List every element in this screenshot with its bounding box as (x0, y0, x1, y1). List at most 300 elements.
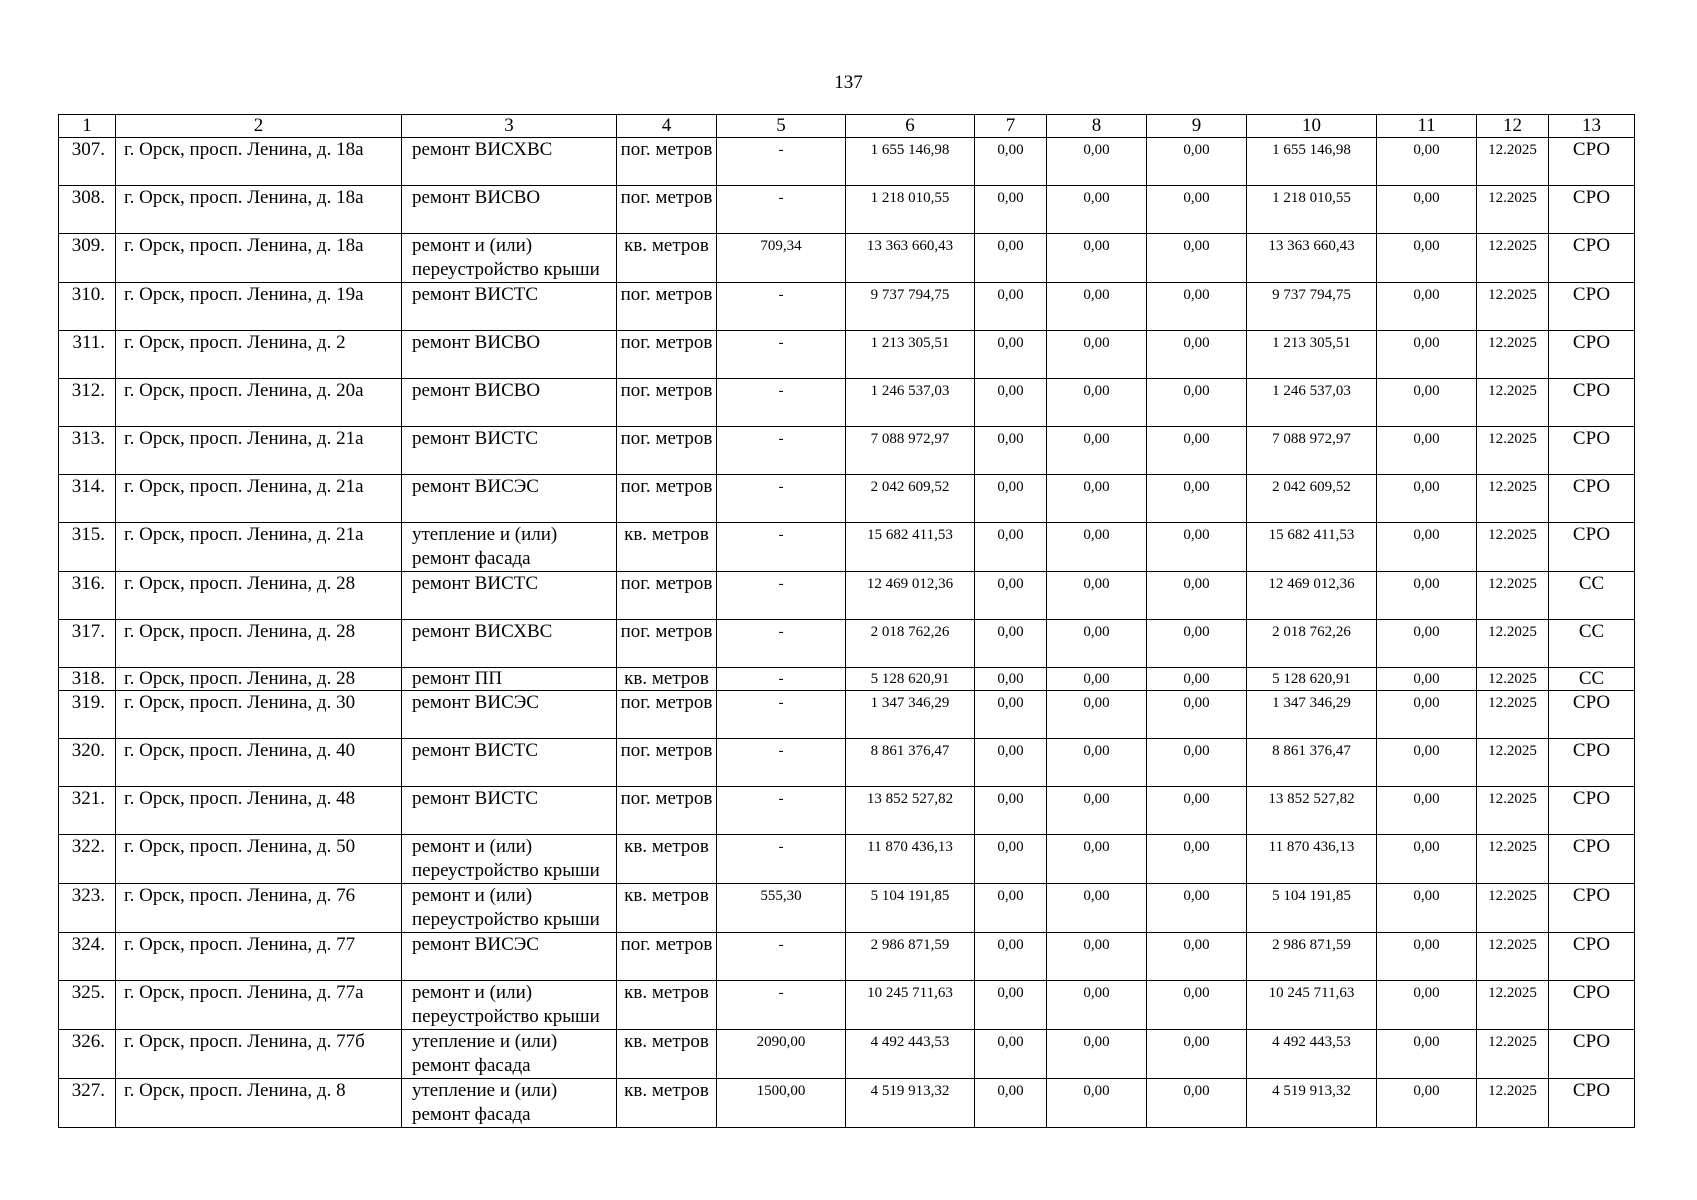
fund-cell-9: 0,00 (1147, 835, 1247, 884)
deadline-cell: 12.2025 (1477, 1030, 1549, 1079)
fund-cell-9: 0,00 (1147, 981, 1247, 1030)
fund-cell-8: 0,00 (1047, 884, 1147, 933)
fund-cell-9: 0,00 (1147, 884, 1247, 933)
fund-cell-9: 0,00 (1147, 739, 1247, 787)
unit-cell: пог. метров (617, 787, 717, 835)
total-cost-cell: 2 018 762,26 (846, 620, 975, 668)
unit-cell: пог. метров (617, 572, 717, 620)
fund-cell-10: 13 363 660,43 (1247, 234, 1377, 283)
deadline-cell: 12.2025 (1477, 739, 1549, 787)
fund-cell-10: 12 469 012,36 (1247, 572, 1377, 620)
table-row (59, 234, 1635, 283)
work-type-cell: утепление и (или) ремонт фасада (402, 1079, 617, 1128)
fund-cell-11: 0,00 (1377, 283, 1477, 331)
unit-cell: пог. метров (617, 427, 717, 475)
row-number: 313. (59, 427, 116, 475)
total-cost-cell: 2 042 609,52 (846, 475, 975, 523)
address-cell: г. Орск, просп. Ленина, д. 20а (116, 379, 402, 427)
fund-method-cell: СРО (1549, 1079, 1635, 1128)
fund-cell-11: 0,00 (1377, 1030, 1477, 1079)
table-row (59, 620, 1635, 668)
unit-cell: пог. метров (617, 475, 717, 523)
area-cell: - (717, 691, 846, 739)
fund-cell-9: 0,00 (1147, 138, 1247, 186)
address-cell: г. Орск, просп. Ленина, д. 28 (116, 620, 402, 668)
fund-cell-7: 0,00 (975, 427, 1047, 475)
table-row (59, 331, 1635, 379)
fund-cell-9: 0,00 (1147, 186, 1247, 234)
fund-cell-7: 0,00 (975, 668, 1047, 691)
fund-cell-8: 0,00 (1047, 186, 1147, 234)
fund-method-cell: СРО (1549, 234, 1635, 283)
unit-cell: пог. метров (617, 379, 717, 427)
area-cell: - (717, 620, 846, 668)
page-number: 137 (834, 72, 863, 93)
fund-cell-11: 0,00 (1377, 620, 1477, 668)
total-cost-cell: 1 347 346,29 (846, 691, 975, 739)
row-number: 320. (59, 739, 116, 787)
row-number: 315. (59, 523, 116, 572)
fund-cell-8: 0,00 (1047, 379, 1147, 427)
work-type-cell: ремонт ВИСХВС (402, 138, 617, 186)
area-cell: - (717, 379, 846, 427)
row-number: 325. (59, 981, 116, 1030)
column-number-3: 3 (402, 115, 617, 138)
row-number: 319. (59, 691, 116, 739)
fund-cell-9: 0,00 (1147, 572, 1247, 620)
fund-method-cell: СРО (1549, 427, 1635, 475)
fund-cell-8: 0,00 (1047, 787, 1147, 835)
fund-cell-7: 0,00 (975, 138, 1047, 186)
work-type-cell: ремонт и (или) переустройство крыши (402, 234, 617, 283)
fund-cell-9: 0,00 (1147, 1079, 1247, 1128)
fund-cell-10: 1 246 537,03 (1247, 379, 1377, 427)
column-number-11: 11 (1377, 115, 1477, 138)
fund-method-cell: СРО (1549, 739, 1635, 787)
total-cost-cell: 4 519 913,32 (846, 1079, 975, 1128)
fund-cell-11: 0,00 (1377, 427, 1477, 475)
fund-cell-11: 0,00 (1377, 933, 1477, 981)
fund-method-cell: СС (1549, 668, 1635, 691)
fund-cell-10: 2 018 762,26 (1247, 620, 1377, 668)
row-number: 318. (59, 668, 116, 691)
unit-cell: пог. метров (617, 138, 717, 186)
deadline-cell: 12.2025 (1477, 787, 1549, 835)
fund-cell-10: 2 042 609,52 (1247, 475, 1377, 523)
fund-cell-7: 0,00 (975, 379, 1047, 427)
table-row (59, 427, 1635, 475)
fund-cell-10: 10 245 711,63 (1247, 981, 1377, 1030)
table-row (59, 283, 1635, 331)
unit-cell: кв. метров (617, 234, 717, 283)
area-cell: - (717, 787, 846, 835)
work-type-cell: ремонт ВИСТС (402, 427, 617, 475)
unit-cell: пог. метров (617, 186, 717, 234)
address-cell: г. Орск, просп. Ленина, д. 18а (116, 186, 402, 234)
total-cost-cell: 10 245 711,63 (846, 981, 975, 1030)
fund-cell-11: 0,00 (1377, 668, 1477, 691)
fund-cell-10: 5 104 191,85 (1247, 884, 1377, 933)
area-cell: - (717, 739, 846, 787)
deadline-cell: 12.2025 (1477, 427, 1549, 475)
address-cell: г. Орск, просп. Ленина, д. 50 (116, 835, 402, 884)
row-number: 324. (59, 933, 116, 981)
deadline-cell: 12.2025 (1477, 138, 1549, 186)
fund-cell-9: 0,00 (1147, 620, 1247, 668)
fund-method-cell: СС (1549, 572, 1635, 620)
fund-method-cell: СРО (1549, 691, 1635, 739)
fund-cell-7: 0,00 (975, 283, 1047, 331)
fund-cell-9: 0,00 (1147, 691, 1247, 739)
row-number: 323. (59, 884, 116, 933)
unit-cell: пог. метров (617, 331, 717, 379)
work-type-cell: ремонт ВИСТС (402, 739, 617, 787)
unit-cell: пог. метров (617, 933, 717, 981)
row-number: 327. (59, 1079, 116, 1128)
column-number-9: 9 (1147, 115, 1247, 138)
row-number: 309. (59, 234, 116, 283)
work-type-cell: ремонт ВИСЭС (402, 691, 617, 739)
fund-cell-7: 0,00 (975, 739, 1047, 787)
table-row (59, 668, 1635, 691)
fund-cell-9: 0,00 (1147, 668, 1247, 691)
fund-cell-10: 1 213 305,51 (1247, 331, 1377, 379)
address-cell: г. Орск, просп. Ленина, д. 21а (116, 427, 402, 475)
column-number-4: 4 (617, 115, 717, 138)
column-number-6: 6 (846, 115, 975, 138)
fund-cell-7: 0,00 (975, 691, 1047, 739)
fund-cell-8: 0,00 (1047, 427, 1147, 475)
fund-cell-7: 0,00 (975, 1079, 1047, 1128)
fund-method-cell: СРО (1549, 933, 1635, 981)
work-type-cell: ремонт и (или) переустройство крыши (402, 835, 617, 884)
fund-cell-7: 0,00 (975, 331, 1047, 379)
fund-cell-9: 0,00 (1147, 475, 1247, 523)
fund-cell-8: 0,00 (1047, 620, 1147, 668)
deadline-cell: 12.2025 (1477, 379, 1549, 427)
unit-cell: кв. метров (617, 523, 717, 572)
total-cost-cell: 11 870 436,13 (846, 835, 975, 884)
address-cell: г. Орск, просп. Ленина, д. 28 (116, 572, 402, 620)
total-cost-cell: 9 737 794,75 (846, 283, 975, 331)
unit-cell: пог. метров (617, 283, 717, 331)
area-cell: - (717, 475, 846, 523)
fund-cell-10: 15 682 411,53 (1247, 523, 1377, 572)
deadline-cell: 12.2025 (1477, 1079, 1549, 1128)
area-cell: - (717, 331, 846, 379)
total-cost-cell: 1 655 146,98 (846, 138, 975, 186)
fund-cell-8: 0,00 (1047, 739, 1147, 787)
total-cost-cell: 5 104 191,85 (846, 884, 975, 933)
column-number-1: 1 (59, 115, 116, 138)
table-row (59, 787, 1635, 835)
fund-cell-11: 0,00 (1377, 138, 1477, 186)
work-type-cell: ремонт ПП (402, 668, 617, 691)
fund-cell-9: 0,00 (1147, 427, 1247, 475)
table-row (59, 138, 1635, 186)
work-type-cell: ремонт ВИСТС (402, 283, 617, 331)
area-cell: - (717, 933, 846, 981)
total-cost-cell: 13 852 527,82 (846, 787, 975, 835)
fund-cell-9: 0,00 (1147, 1030, 1247, 1079)
fund-cell-10: 9 737 794,75 (1247, 283, 1377, 331)
fund-method-cell: СРО (1549, 379, 1635, 427)
row-number: 310. (59, 283, 116, 331)
fund-cell-8: 0,00 (1047, 234, 1147, 283)
area-cell: - (717, 572, 846, 620)
area-cell: - (717, 138, 846, 186)
area-cell: 555,30 (717, 884, 846, 933)
unit-cell: пог. метров (617, 620, 717, 668)
area-cell: - (717, 283, 846, 331)
fund-cell-11: 0,00 (1377, 835, 1477, 884)
unit-cell: кв. метров (617, 1079, 717, 1128)
fund-cell-7: 0,00 (975, 835, 1047, 884)
area-cell: 1500,00 (717, 1079, 846, 1128)
deadline-cell: 12.2025 (1477, 691, 1549, 739)
unit-cell: кв. метров (617, 668, 717, 691)
table-body (59, 138, 1635, 1128)
column-number-8: 8 (1047, 115, 1147, 138)
deadline-cell: 12.2025 (1477, 475, 1549, 523)
fund-cell-10: 1 218 010,55 (1247, 186, 1377, 234)
total-cost-cell: 2 986 871,59 (846, 933, 975, 981)
address-cell: г. Орск, просп. Ленина, д. 21а (116, 523, 402, 572)
deadline-cell: 12.2025 (1477, 933, 1549, 981)
address-cell: г. Орск, просп. Ленина, д. 77 (116, 933, 402, 981)
total-cost-cell: 15 682 411,53 (846, 523, 975, 572)
fund-cell-11: 0,00 (1377, 331, 1477, 379)
row-number: 322. (59, 835, 116, 884)
fund-cell-11: 0,00 (1377, 981, 1477, 1030)
area-cell: - (717, 523, 846, 572)
column-number-7: 7 (975, 115, 1047, 138)
fund-cell-7: 0,00 (975, 234, 1047, 283)
fund-cell-8: 0,00 (1047, 1079, 1147, 1128)
fund-cell-9: 0,00 (1147, 331, 1247, 379)
fund-cell-11: 0,00 (1377, 186, 1477, 234)
fund-cell-8: 0,00 (1047, 1030, 1147, 1079)
fund-method-cell: СС (1549, 620, 1635, 668)
fund-cell-8: 0,00 (1047, 523, 1147, 572)
fund-cell-8: 0,00 (1047, 981, 1147, 1030)
fund-cell-7: 0,00 (975, 1030, 1047, 1079)
work-type-cell: ремонт ВИСХВС (402, 620, 617, 668)
fund-cell-9: 0,00 (1147, 933, 1247, 981)
deadline-cell: 12.2025 (1477, 835, 1549, 884)
unit-cell: пог. метров (617, 739, 717, 787)
column-number-13: 13 (1549, 115, 1635, 138)
area-cell: - (717, 427, 846, 475)
fund-cell-11: 0,00 (1377, 884, 1477, 933)
row-number: 312. (59, 379, 116, 427)
fund-cell-7: 0,00 (975, 572, 1047, 620)
work-type-cell: ремонт ВИСЭС (402, 933, 617, 981)
unit-cell: кв. метров (617, 1030, 717, 1079)
column-number-10: 10 (1247, 115, 1377, 138)
row-number: 308. (59, 186, 116, 234)
header-row (59, 115, 1635, 138)
area-cell: 2090,00 (717, 1030, 846, 1079)
deadline-cell: 12.2025 (1477, 572, 1549, 620)
total-cost-cell: 1 218 010,55 (846, 186, 975, 234)
address-cell: г. Орск, просп. Ленина, д. 8 (116, 1079, 402, 1128)
fund-cell-7: 0,00 (975, 523, 1047, 572)
fund-cell-11: 0,00 (1377, 234, 1477, 283)
work-type-cell: ремонт ВИСТС (402, 787, 617, 835)
work-type-cell: ремонт ВИСТС (402, 572, 617, 620)
total-cost-cell: 13 363 660,43 (846, 234, 975, 283)
address-cell: г. Орск, просп. Ленина, д. 21а (116, 475, 402, 523)
table-row (59, 379, 1635, 427)
total-cost-cell: 4 492 443,53 (846, 1030, 975, 1079)
total-cost-cell: 12 469 012,36 (846, 572, 975, 620)
fund-cell-9: 0,00 (1147, 523, 1247, 572)
fund-cell-11: 0,00 (1377, 787, 1477, 835)
fund-cell-9: 0,00 (1147, 379, 1247, 427)
table-row (59, 523, 1635, 572)
area-cell: - (717, 835, 846, 884)
address-cell: г. Орск, просп. Ленина, д. 2 (116, 331, 402, 379)
fund-cell-8: 0,00 (1047, 668, 1147, 691)
table-row (59, 1079, 1635, 1128)
address-cell: г. Орск, просп. Ленина, д. 18а (116, 234, 402, 283)
deadline-cell: 12.2025 (1477, 331, 1549, 379)
row-number: 314. (59, 475, 116, 523)
fund-cell-8: 0,00 (1047, 283, 1147, 331)
work-type-cell: ремонт ВИСВО (402, 379, 617, 427)
work-type-cell: ремонт и (или) переустройство крыши (402, 981, 617, 1030)
row-number: 311. (59, 331, 116, 379)
total-cost-cell: 1 246 537,03 (846, 379, 975, 427)
fund-method-cell: СРО (1549, 787, 1635, 835)
address-cell: г. Орск, просп. Ленина, д. 77а (116, 981, 402, 1030)
table-row (59, 835, 1635, 884)
table-row (59, 981, 1635, 1030)
table-row (59, 475, 1635, 523)
fund-cell-7: 0,00 (975, 186, 1047, 234)
fund-method-cell: СРО (1549, 475, 1635, 523)
work-type-cell: утепление и (или) ремонт фасада (402, 1030, 617, 1079)
total-cost-cell: 5 128 620,91 (846, 668, 975, 691)
unit-cell: кв. метров (617, 884, 717, 933)
fund-method-cell: СРО (1549, 186, 1635, 234)
area-cell: - (717, 668, 846, 691)
area-cell: 709,34 (717, 234, 846, 283)
fund-cell-10: 8 861 376,47 (1247, 739, 1377, 787)
column-number-12: 12 (1477, 115, 1549, 138)
deadline-cell: 12.2025 (1477, 234, 1549, 283)
address-cell: г. Орск, просп. Ленина, д. 28 (116, 668, 402, 691)
fund-method-cell: СРО (1549, 523, 1635, 572)
fund-cell-11: 0,00 (1377, 475, 1477, 523)
address-cell: г. Орск, просп. Ленина, д. 76 (116, 884, 402, 933)
fund-cell-8: 0,00 (1047, 691, 1147, 739)
table-header (59, 115, 1635, 138)
table-row (59, 1030, 1635, 1079)
address-cell: г. Орск, просп. Ленина, д. 77б (116, 1030, 402, 1079)
fund-method-cell: СРО (1549, 981, 1635, 1030)
deadline-cell: 12.2025 (1477, 523, 1549, 572)
row-number: 317. (59, 620, 116, 668)
table-row (59, 884, 1635, 933)
fund-cell-10: 5 128 620,91 (1247, 668, 1377, 691)
fund-method-cell: СРО (1549, 1030, 1635, 1079)
fund-cell-11: 0,00 (1377, 379, 1477, 427)
fund-cell-7: 0,00 (975, 475, 1047, 523)
work-type-cell: ремонт и (или) переустройство крыши (402, 884, 617, 933)
table-row (59, 739, 1635, 787)
fund-cell-8: 0,00 (1047, 138, 1147, 186)
area-cell: - (717, 186, 846, 234)
address-cell: г. Орск, просп. Ленина, д. 19а (116, 283, 402, 331)
row-number: 316. (59, 572, 116, 620)
deadline-cell: 12.2025 (1477, 981, 1549, 1030)
deadline-cell: 12.2025 (1477, 668, 1549, 691)
table-row (59, 933, 1635, 981)
fund-cell-10: 13 852 527,82 (1247, 787, 1377, 835)
fund-cell-8: 0,00 (1047, 835, 1147, 884)
deadline-cell: 12.2025 (1477, 620, 1549, 668)
row-number: 307. (59, 138, 116, 186)
fund-cell-10: 4 519 913,32 (1247, 1079, 1377, 1128)
table-row (59, 572, 1635, 620)
fund-cell-7: 0,00 (975, 884, 1047, 933)
fund-cell-7: 0,00 (975, 933, 1047, 981)
work-type-cell: ремонт ВИСЭС (402, 475, 617, 523)
fund-method-cell: СРО (1549, 884, 1635, 933)
fund-cell-10: 1 655 146,98 (1247, 138, 1377, 186)
deadline-cell: 12.2025 (1477, 283, 1549, 331)
fund-method-cell: СРО (1549, 331, 1635, 379)
unit-cell: кв. метров (617, 835, 717, 884)
fund-cell-10: 7 088 972,97 (1247, 427, 1377, 475)
column-number-5: 5 (717, 115, 846, 138)
work-type-cell: ремонт ВИСВО (402, 186, 617, 234)
total-cost-cell: 7 088 972,97 (846, 427, 975, 475)
fund-cell-11: 0,00 (1377, 739, 1477, 787)
fund-cell-11: 0,00 (1377, 523, 1477, 572)
fund-cell-8: 0,00 (1047, 331, 1147, 379)
fund-cell-10: 1 347 346,29 (1247, 691, 1377, 739)
fund-cell-8: 0,00 (1047, 475, 1147, 523)
table-row (59, 691, 1635, 739)
fund-cell-7: 0,00 (975, 981, 1047, 1030)
fund-cell-10: 11 870 436,13 (1247, 835, 1377, 884)
work-type-cell: утепление и (или) ремонт фасада (402, 523, 617, 572)
area-cell: - (717, 981, 846, 1030)
fund-method-cell: СРО (1549, 835, 1635, 884)
row-number: 326. (59, 1030, 116, 1079)
fund-cell-8: 0,00 (1047, 572, 1147, 620)
address-cell: г. Орск, просп. Ленина, д. 18а (116, 138, 402, 186)
address-cell: г. Орск, просп. Ленина, д. 48 (116, 787, 402, 835)
deadline-cell: 12.2025 (1477, 186, 1549, 234)
fund-cell-11: 0,00 (1377, 572, 1477, 620)
fund-cell-10: 2 986 871,59 (1247, 933, 1377, 981)
fund-cell-11: 0,00 (1377, 1079, 1477, 1128)
work-type-cell: ремонт ВИСВО (402, 331, 617, 379)
fund-cell-7: 0,00 (975, 620, 1047, 668)
fund-cell-7: 0,00 (975, 787, 1047, 835)
repair-register-table (58, 114, 1635, 1128)
fund-cell-9: 0,00 (1147, 283, 1247, 331)
total-cost-cell: 1 213 305,51 (846, 331, 975, 379)
fund-cell-8: 0,00 (1047, 933, 1147, 981)
column-number-2: 2 (116, 115, 402, 138)
row-number: 321. (59, 787, 116, 835)
fund-method-cell: СРО (1549, 138, 1635, 186)
